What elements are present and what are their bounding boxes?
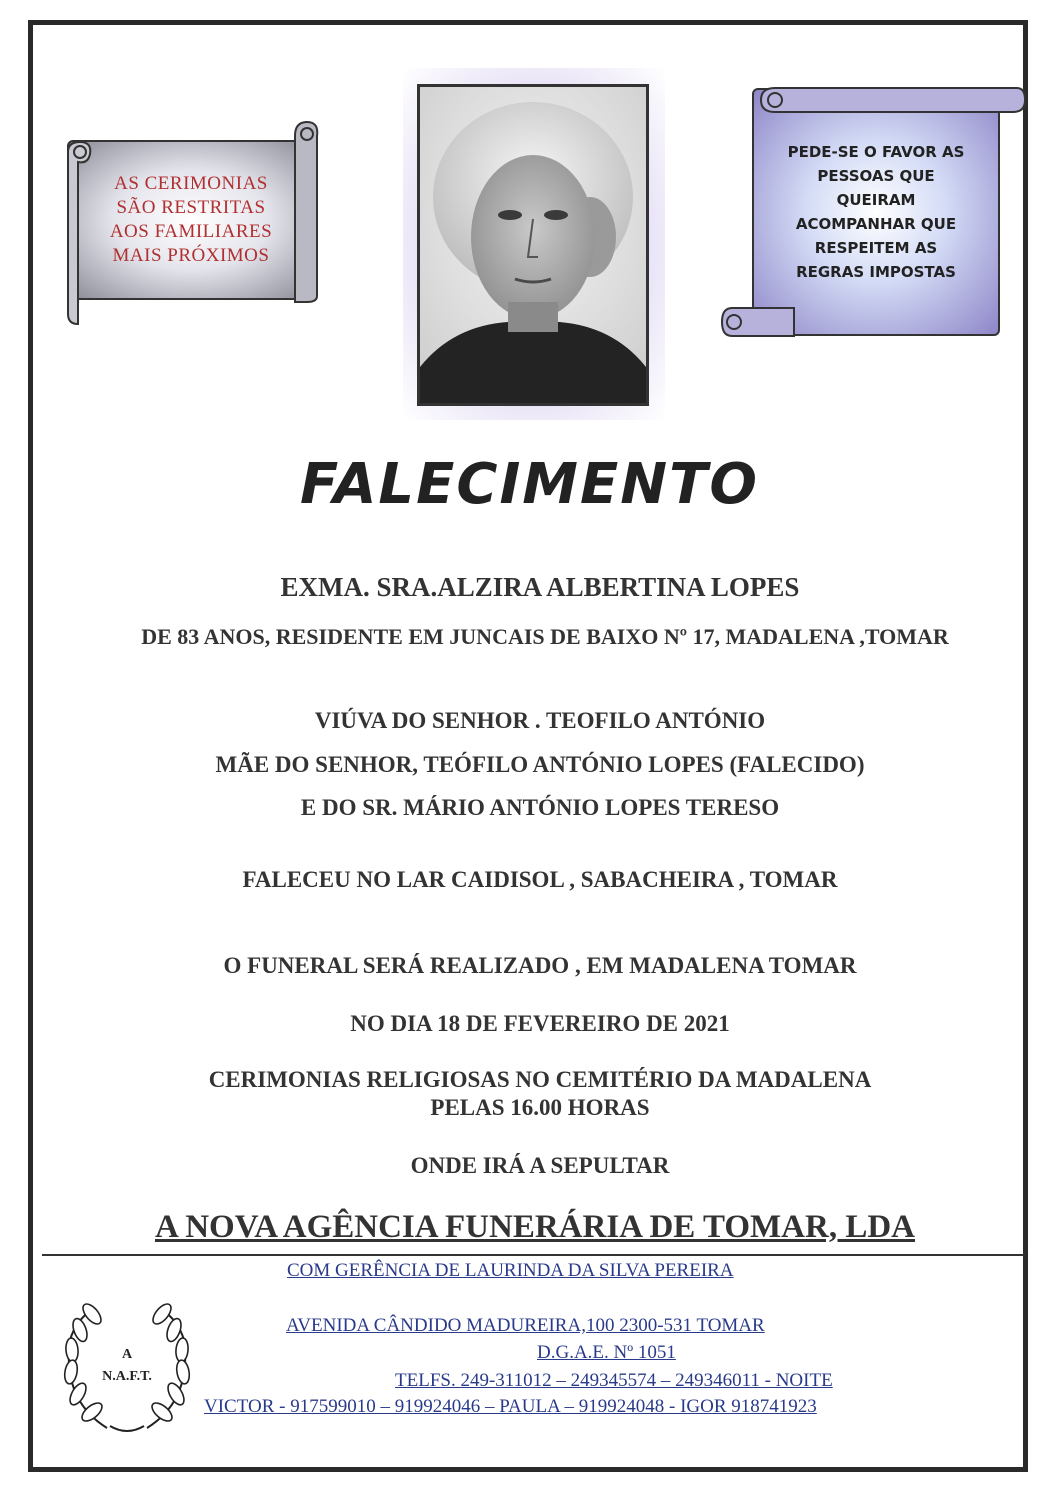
restricted-ceremony-scroll bbox=[67, 140, 315, 300]
agency-management: COM GERÊNCIA DE LAURINDA DA SILVA PEREIRA bbox=[287, 1260, 734, 1281]
scroll-right-line: QUEIRAM bbox=[836, 191, 916, 209]
scroll-right-line: REGRAS IMPOSTAS bbox=[796, 263, 956, 281]
scroll-left-line: AOS FAMILIARES bbox=[109, 221, 273, 242]
scroll-curl-left-icon bbox=[60, 138, 100, 328]
agency-name: A NOVA AGÊNCIA FUNERÁRIA DE TOMAR, LDA bbox=[154, 1209, 916, 1245]
page-title: FALECIMENTO bbox=[300, 452, 759, 517]
funeral-date: NO DIA 18 DE FEVEREIRO DE 2021 bbox=[350, 1011, 730, 1036]
agency-contacts: VICTOR - 917599010 – 919924046 – PAULA – 919924048 - IGOR 918741923 bbox=[204, 1396, 817, 1417]
scroll-right-line: RESPEITEM AS bbox=[814, 239, 938, 257]
family-line: E DO SR. MÁRIO ANTÓNIO LOPES TERESO bbox=[300, 795, 780, 820]
laurel-wreath-icon bbox=[52, 1300, 202, 1440]
scroll-right-line: PESSOAS QUE bbox=[817, 167, 935, 185]
scroll-right-line: ACOMPANHAR QUE bbox=[795, 215, 957, 233]
funeral-location: O FUNERAL SERÁ REALIZADO , EM MADALENA TOMAR bbox=[223, 953, 857, 978]
rules-request-text bbox=[788, 140, 965, 284]
agency-address: AVENIDA CÂNDIDO MADUREIRA,100 2300-531 TOMAR bbox=[286, 1315, 765, 1336]
agency-phones: TELFS. 249-311012 – 249345574 – 249346011 - NOITE bbox=[395, 1370, 833, 1391]
family-line: VIÚVA DO SENHOR . TEOFILO ANTÓNIO bbox=[314, 708, 766, 733]
logo-letter: A bbox=[121, 1347, 133, 1362]
death-place: FALECEU NO LAR CAIDISOL , SABACHEIRA , TOMAR bbox=[242, 867, 838, 892]
logo-wreath bbox=[52, 1300, 202, 1440]
portrait-image bbox=[420, 87, 646, 403]
deceased-details: DE 83 ANOS, RESIDENTE EM JUNCAIS DE BAIXO Nº 17, MADALENA ,TOMAR bbox=[141, 624, 949, 649]
burial-note: ONDE IRÁ A SEPULTAR bbox=[410, 1153, 670, 1178]
rules-request-scroll bbox=[752, 88, 1000, 336]
scroll-curl-top-icon bbox=[755, 80, 1027, 120]
divider bbox=[42, 1254, 1025, 1256]
deceased-name: EXMA. SRA.ALZIRA ALBERTINA LOPES bbox=[280, 572, 800, 602]
scroll-left-line: MAIS PRÓXIMOS bbox=[112, 245, 270, 266]
family-line: MÃE DO SENHOR, TEÓFILO ANTÓNIO LOPES (FALECIDO) bbox=[215, 752, 865, 777]
scroll-right-line: PEDE-SE O FAVOR AS bbox=[787, 143, 965, 161]
portrait-frame bbox=[403, 68, 665, 420]
logo-acronym: N.A.F.T. bbox=[102, 1369, 152, 1384]
scroll-left-line: AS CERIMONIAS bbox=[114, 173, 268, 194]
ceremony-time: PELAS 16.00 HORAS bbox=[430, 1095, 650, 1120]
ceremony-place: CERIMONIAS RELIGIOSAS NO CEMITÉRIO DA MADALENA bbox=[208, 1067, 872, 1092]
scroll-curl-bottom-icon bbox=[718, 300, 798, 344]
scroll-left-line: SÃO RESTRITAS bbox=[116, 197, 266, 218]
scroll-curl-right-icon bbox=[285, 116, 325, 306]
restricted-ceremony-text bbox=[110, 172, 272, 268]
agency-dgae: D.G.A.E. Nº 1051 bbox=[537, 1342, 676, 1363]
portrait-photo bbox=[417, 84, 649, 406]
